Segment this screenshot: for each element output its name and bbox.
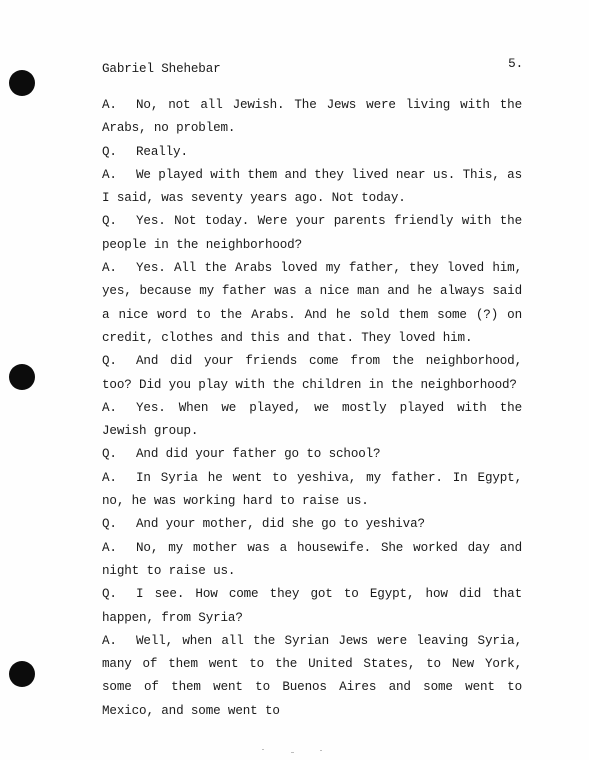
transcript-paragraph xyxy=(102,350,522,397)
paragraph-text: And did your father go to school? xyxy=(136,447,381,462)
paragraph-text: And your mother, did she go to yeshiva? xyxy=(136,517,425,532)
interviewee-name: Gabriel Shehebar xyxy=(102,62,221,76)
scan-speck xyxy=(291,752,294,753)
transcript-paragraph xyxy=(102,443,522,466)
page-number: 5. xyxy=(508,57,523,71)
paragraph-text: And did your friends come from the neighborhood, too? Did you play with the children in the neighborhood? xyxy=(102,354,522,392)
paragraph-text: We played with them and they lived near us. This, as I said, was seventy years ago. Not today. xyxy=(102,167,522,206)
transcript-paragraph xyxy=(102,537,522,584)
transcript-paragraph xyxy=(102,397,522,444)
scan-speck xyxy=(320,750,322,751)
transcript-paragraph xyxy=(102,141,522,164)
speaker-label: Q. xyxy=(102,587,117,602)
transcript-paragraph xyxy=(102,257,522,350)
paragraph-text: Yes. Not today. Were your parents friendly with the people in the neighborhood? xyxy=(102,214,522,252)
punch-hole-bottom xyxy=(9,661,35,687)
speaker-label: A. xyxy=(102,400,117,415)
transcript-paragraph xyxy=(102,467,522,514)
paragraph-text: I see. How come they got to Egypt, how did that happen, from Syria? xyxy=(102,587,522,625)
transcript-paragraph xyxy=(102,210,522,257)
transcript-paragraph xyxy=(102,583,522,630)
speaker-label: A. xyxy=(102,540,117,555)
paragraph-text: Really. xyxy=(136,144,188,159)
speaker-label: Q. xyxy=(102,144,117,159)
paragraph-text: Well, when all the Syrian Jews were leaving Syria, many of them went to the United States, to New York, some of them went to Buenos Aires and some went to Mexico, and some went to xyxy=(102,633,522,718)
speaker-label: A. xyxy=(102,261,117,276)
transcript-paragraph xyxy=(102,630,522,723)
transcript-body xyxy=(102,94,522,723)
paragraph-text: Yes. All the Arabs loved my father, they loved him, yes, because my father was a nice man and he always said a nice word to the Arabs. And he sold them some (?) on credit, clothes and this and that. They loved him. xyxy=(102,261,522,345)
paragraph-text: No, my mother was a housewife. She worked day and night to raise us. xyxy=(102,540,522,578)
paragraph-text: No, not all Jewish. The Jews were living with the Arabs, no problem. xyxy=(102,98,522,136)
speaker-label: Q. xyxy=(102,517,117,532)
transcript-paragraph xyxy=(102,94,522,141)
speaker-label: A. xyxy=(102,167,117,182)
paragraph-text: Yes. When we played, we mostly played with the Jewish group. xyxy=(102,400,522,439)
transcript-paragraph xyxy=(102,164,522,211)
speaker-label: Q. xyxy=(102,447,117,462)
transcript-paragraph xyxy=(102,513,522,536)
paragraph-text: In Syria he went to yeshiva, my father. In Egypt, no, he was working hard to raise us. xyxy=(102,470,522,509)
speaker-label: A. xyxy=(102,98,117,112)
punch-hole-top xyxy=(9,70,35,96)
speaker-label: A. xyxy=(102,633,117,648)
speaker-label: Q. xyxy=(102,214,117,229)
speaker-label: A. xyxy=(102,470,117,485)
punch-hole-middle xyxy=(9,364,35,390)
speaker-label: Q. xyxy=(102,354,117,369)
scan-speck xyxy=(262,749,264,750)
